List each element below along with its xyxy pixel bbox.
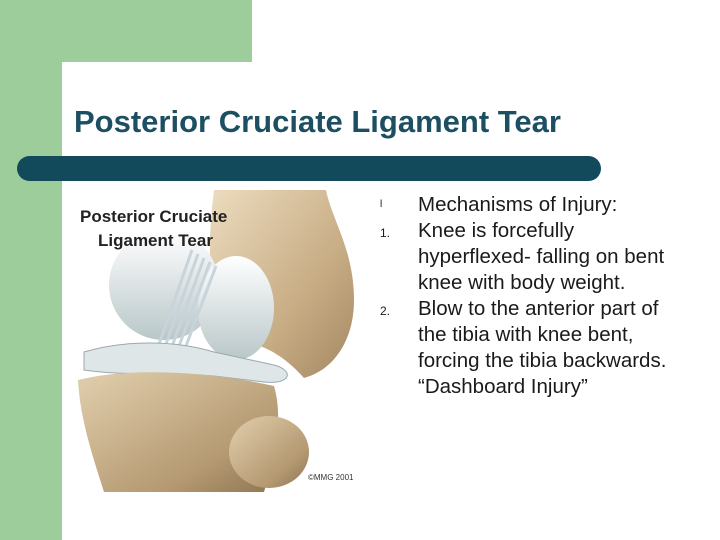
green-sidebar [0,0,62,540]
title-underline-bar [17,156,601,181]
list-item [380,218,680,296]
number-marker: 1. [380,226,391,240]
number-marker: 2. [380,304,391,318]
medial-condyle [198,256,274,360]
figure-copyright: ©MMG 2001 [308,473,354,482]
list-item [380,296,680,400]
bullet-marker: l [380,199,383,210]
knee-illustration [64,190,360,492]
list-item-text: Knee is forcefully hyperflexed- falling on bent knee with body weight. [418,219,665,294]
figure-caption-line-1: Posterior Cruciate [80,207,228,226]
list-item-text: Blow to the anterior part of the tibia with knee bent, forcing the tibia backwards. “Dashboard Injury” [418,297,667,398]
figure-caption-line-2: Ligament Tear [98,231,213,250]
fibula-head [229,416,309,488]
list-item-text: Mechanisms of Injury: [418,193,618,216]
injury-mechanisms-list [380,192,680,400]
slide-title: Posterior Cruciate Ligament Tear [74,104,561,139]
list-item [380,192,680,218]
